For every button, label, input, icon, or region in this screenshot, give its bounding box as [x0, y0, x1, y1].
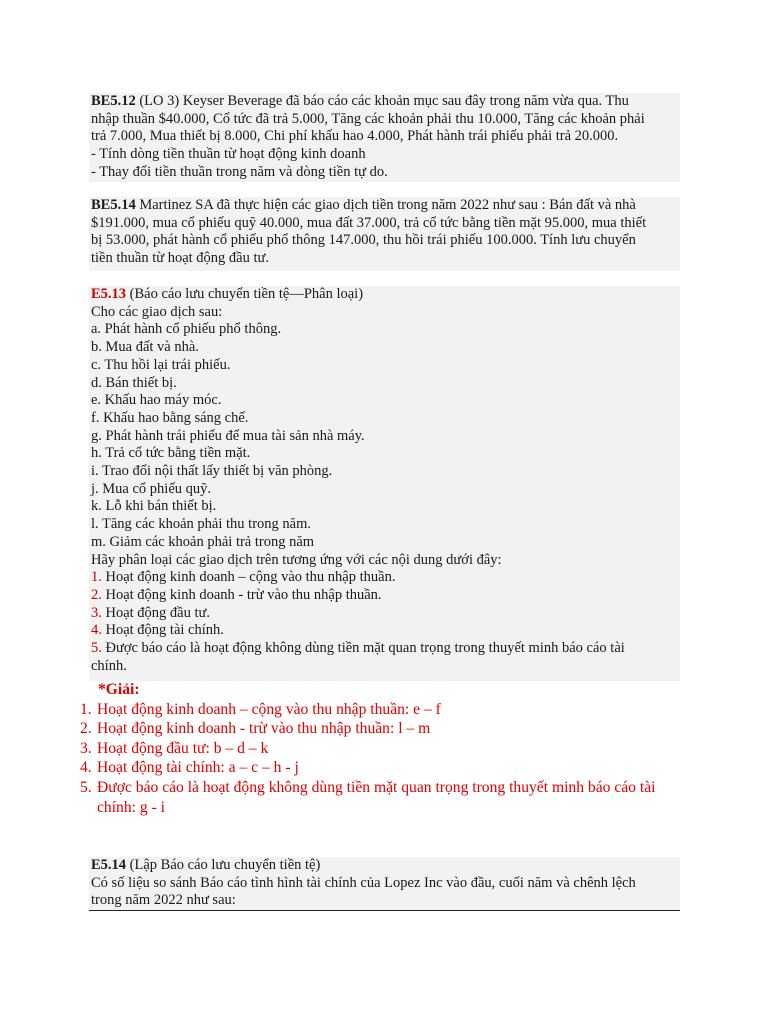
- exercise-label: E5.13: [91, 286, 127, 302]
- be512-task-1: - Tính dòng tiền thuần từ hoạt động kinh doanh: [91, 146, 366, 163]
- solution-item: 3. Hoạt động đầu tư: b – d – k: [80, 739, 269, 757]
- transaction-item: f. Khấu hao bằng sáng chế.: [91, 409, 249, 426]
- e513-title-line: E5.13 (Báo cáo lưu chuyển tiền tệ—Phân loại): [91, 286, 364, 302]
- category-item: 3. Hoạt động đầu tư.: [91, 604, 211, 621]
- solution-item-continuation: chính: g - i: [97, 798, 165, 816]
- solution-item: 4. Hoạt động tài chính: a – c – h - j: [80, 759, 299, 777]
- be512-task-2: - Thay đổi tiền thuần trong năm và dòng tiền tự do.: [91, 163, 388, 180]
- be514-line-1: BE5.14 Martinez SA đã thực hiện các giao dịch tiền trong năm 2022 như sau : Bán đất và nhà: [91, 197, 636, 213]
- exercise-e5-13: [89, 286, 680, 681]
- e513-intro: Cho các giao dịch sau:: [91, 303, 223, 320]
- be514-line-3: bị 53.000, phát hành cổ phiếu phổ thông 147.000, thu hồi trái phiếu 100.000. Tính lưu chuyển: [91, 232, 636, 249]
- exercise-label: BE5.14: [91, 197, 136, 213]
- solution-section: [80, 680, 690, 817]
- transaction-item: d. Bán thiết bị.: [91, 374, 177, 391]
- exercise-label: BE5.12: [91, 93, 136, 109]
- be514-line-2: $191.000, mua cổ phiếu quỹ 40.000, mua đất 37.000, trả cổ tức bằng tiền mặt 95.000, mua thiết: [91, 214, 647, 231]
- category-item: 1. Hoạt động kinh doanh – cộng vào thu nhập thuần.: [91, 569, 396, 586]
- exercise-be5-14: [89, 197, 680, 271]
- transaction-item: l. Tăng các khoản phải thu trong năm.: [91, 516, 311, 533]
- e514-line-2: Có số liệu so sánh Báo cáo tình hình tài chính của Lopez Inc vào đầu, cuối năm và chênh lệch: [91, 874, 636, 891]
- solution-list: [80, 700, 690, 798]
- solution-item: 1. Hoạt động kinh doanh – cộng vào thu nhập thuần: e – f: [80, 700, 441, 718]
- category-item: 2. Hoạt động kinh doanh - trừ vào thu nhập thuần.: [91, 586, 382, 603]
- category-item: 4. Hoạt động tài chính.: [91, 622, 224, 639]
- solution-item: 5. Được báo cáo là hoạt động không dùng tiền mặt quan trọng trong thuyết minh báo cáo tài: [80, 778, 656, 796]
- transaction-item: g. Phát hành trái phiếu để mua tài sản nhà máy.: [91, 427, 365, 444]
- transaction-item: i. Trao đổi nội thất lấy thiết bị văn phòng.: [91, 463, 333, 480]
- be514-line-4: tiền thuần từ hoạt động đầu tư.: [91, 250, 270, 267]
- transaction-item: c. Thu hồi lại trái phiếu.: [91, 356, 231, 373]
- transaction-item: e. Khấu hao máy móc.: [91, 392, 222, 409]
- e513-prompt: Hãy phân loại các giao dịch trên tương ứng với các nội dung dưới đây:: [91, 551, 502, 568]
- exercise-label: E5.14: [91, 857, 127, 873]
- transaction-item: h. Trả cổ tức bằng tiền mặt.: [91, 445, 251, 462]
- e514-line-3: trong năm 2022 như sau:: [91, 892, 236, 909]
- be512-line-1: BE5.12 (LO 3) Keyser Beverage đã báo cáo các khoản mục sau đây trong năm vừa qua. Thu: [91, 93, 629, 109]
- category-item: 5. Được báo cáo là hoạt động không dùng tiền mặt quan trọng trong thuyết minh báo cáo tài: [91, 640, 625, 657]
- transaction-item: k. Lỗ khi bán thiết bị.: [91, 498, 217, 515]
- transaction-item: a. Phát hành cổ phiếu phổ thông.: [91, 321, 282, 338]
- solution-heading: *Giải:: [98, 681, 140, 698]
- exercise-be5-12: [89, 93, 680, 182]
- be512-line-2: nhập thuần $40.000, Cổ tức đã trả 5.000, Tăng các khoản phải thu 10.000, Tăng các khoản phải: [91, 110, 645, 127]
- transaction-item: j. Mua cổ phiếu quỹ.: [91, 480, 212, 497]
- exercise-e5-14: [89, 857, 680, 911]
- transaction-item: m. Giảm các khoản phải trả trong năm: [91, 533, 315, 550]
- category-item-continuation: chính.: [91, 657, 127, 674]
- solution-item: 2. Hoạt động kinh doanh - trừ vào thu nhập thuần: l – m: [80, 720, 431, 738]
- transaction-item: b. Mua đất và nhà.: [91, 339, 199, 356]
- be512-line-3: trả 7.000, Mua thiết bị 8.000, Chi phí khấu hao 4.000, Phát hành trái phiếu phải trả 20.000.: [91, 128, 619, 145]
- e514-title-line: E5.14 (Lập Báo cáo lưu chuyển tiền tệ): [91, 857, 321, 873]
